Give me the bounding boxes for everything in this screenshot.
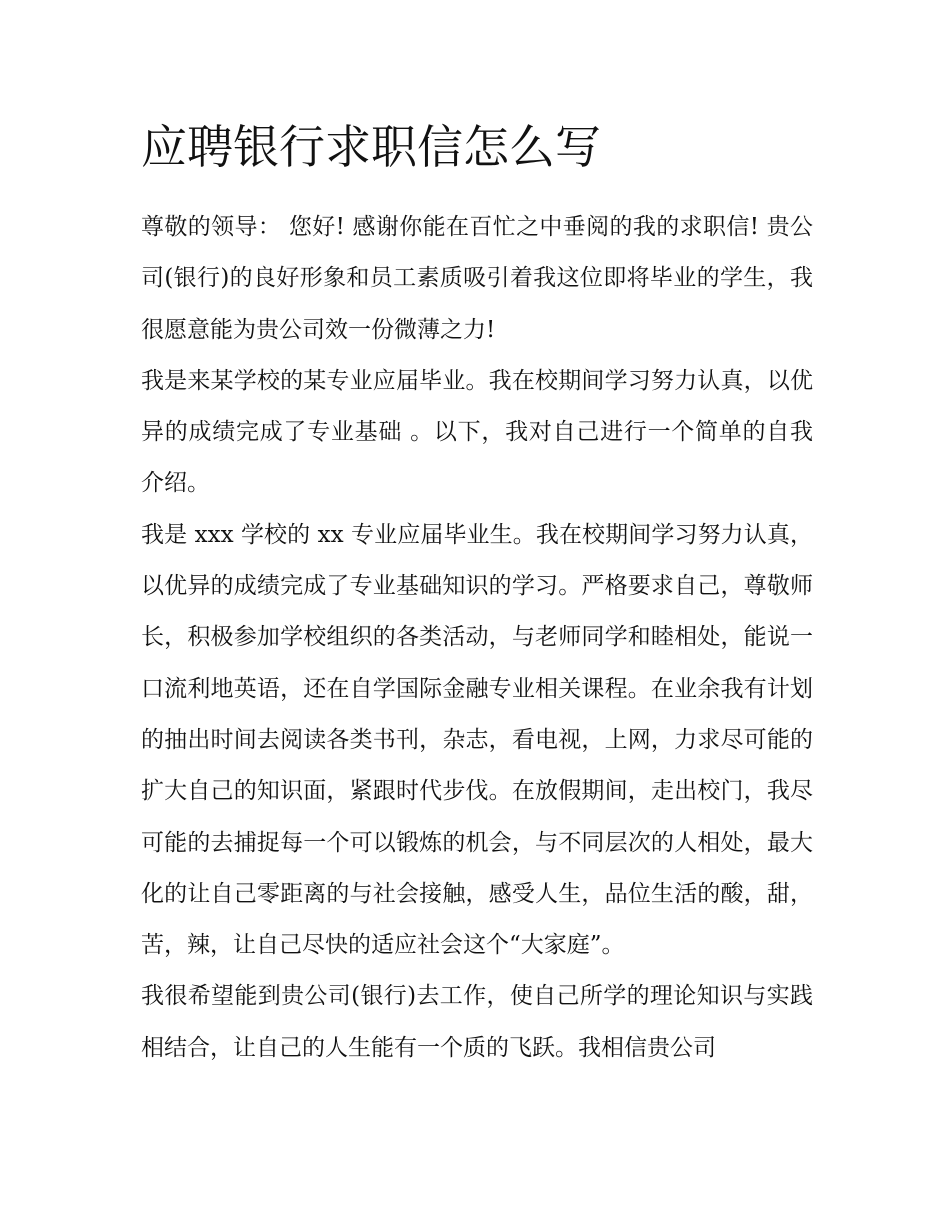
paragraph-self-introduction: 我是 xxx 学校的 xx 专业应届毕业生。我在校期间学习努力认真，以优异的成绩完成了专业基础知识的学习。严格要求自己，尊敬师长，积极参加学校组织的各类活动，与老师同学和睦相处，能说一口流利地英语，还在自学国际金融专业相关课程。在业余我有计划的抽出时间去阅读各类书刊，杂志，看电视，上网，力求尽可能的扩大自己的知识面，紧跟时代步伐。在放假期间，走出校门，我尽可能的去捕捉每一个可以锻炼的机会，与不同层次的人相处，最大化的让自己零距离的与社会接触，感受人生，品位生活的酸，甜，苦，辣，让自己尽快的适应社会这个“大家庭”。: [141, 521, 813, 959]
document-body: [141, 112, 813, 1074]
paragraph-greeting: 尊敬的领导： 您好! 感谢你能在百忙之中垂阅的我的求职信! 贵公司(银行)的良好形象和员工素质吸引着我这位即将毕业的学生，我很愿意能为贵公司效一份微薄之力!: [141, 214, 813, 343]
paragraph-intro: 我是来某学校的某专业应届毕业。我在校期间学习努力认真，以优异的成绩完成了专业基础 。以下，我对自己进行一个简单的自我介绍。: [141, 367, 813, 497]
document-title: 应聘银行求职信怎么写: [141, 120, 601, 174]
paragraph-aspiration: 我很希望能到贵公司(银行)去工作，使自己所学的理论知识与实践相结合，让自己的人生能有一个质的飞跃。我相信贵公司: [141, 983, 813, 1061]
